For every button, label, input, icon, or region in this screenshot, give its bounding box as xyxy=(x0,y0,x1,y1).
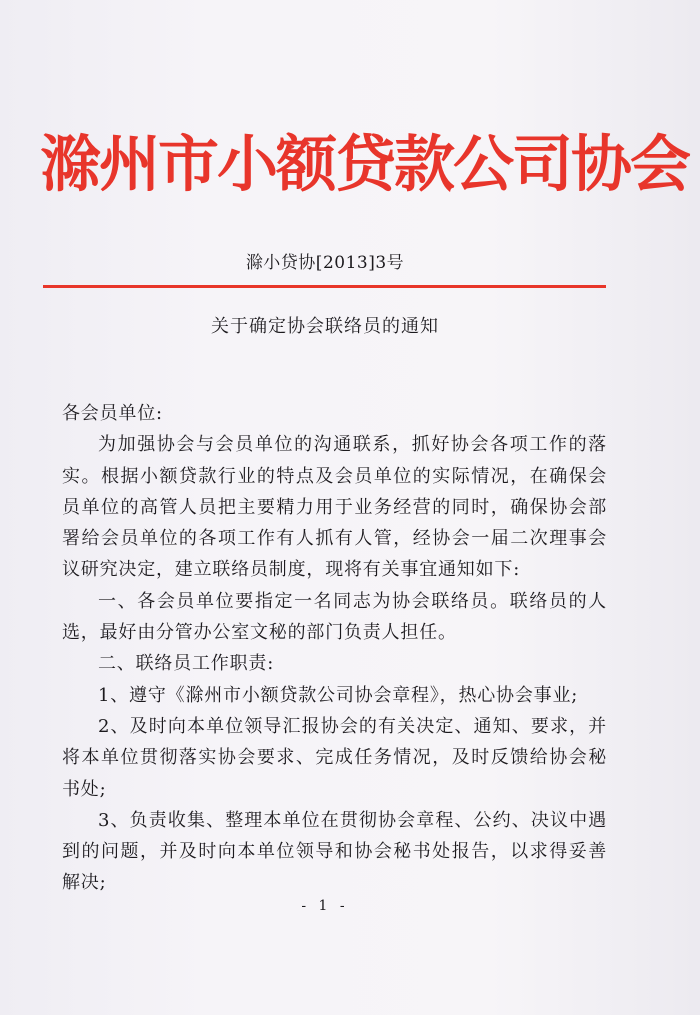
paragraph-duty-3: 3、负责收集、整理本单位在贯彻协会章程、公约、决议中遇到的问题，并及时向本单位领导和协会秘书处报告，以求得妥善解决; xyxy=(62,809,607,894)
paragraph-item-2-heading: 二、联络员工作职责: xyxy=(98,653,275,675)
document-number: 滁小贷协[2013]3号 xyxy=(245,253,405,273)
paragraph-duty-2: 2、及时向本单位领导汇报协会的有关决定、通知、要求，并将本单位贯彻落实协会要求、完成任务情况，及时反馈给协会秘书处; xyxy=(62,715,607,800)
page-number: - 1 - xyxy=(301,898,349,914)
header-divider xyxy=(43,285,606,288)
document-subject: 关于确定协会联络员的通知 xyxy=(211,316,439,337)
paragraph-intro: 为加强协会与会员单位的沟通联系，抓好协会各项工作的落实。根据小额贷款行业的特点及会员单位的实际情况，在确保会员单位的高管人员把主要精力用于业务经营的同时，确保协会部署给会员单位的各项工作有人抓有人管，经协会一届二次理事会议研究决定，建立联络员制度，现将有关事宜通知如下: xyxy=(62,434,607,581)
org-header-title: 滁州市小额贷款公司协会 xyxy=(40,129,690,200)
document-body xyxy=(62,398,607,899)
paragraph-duty-1: 1、遵守《滁州市小额贷款公司协会章程》，热心协会事业; xyxy=(98,684,579,706)
salutation: 各会员单位: xyxy=(62,403,163,424)
paragraph-item-1: 一、各会员单位要指定一名同志为协会联络员。联络员的人选，最好由分管办公室文秘的部门负责人担任。 xyxy=(62,590,607,644)
